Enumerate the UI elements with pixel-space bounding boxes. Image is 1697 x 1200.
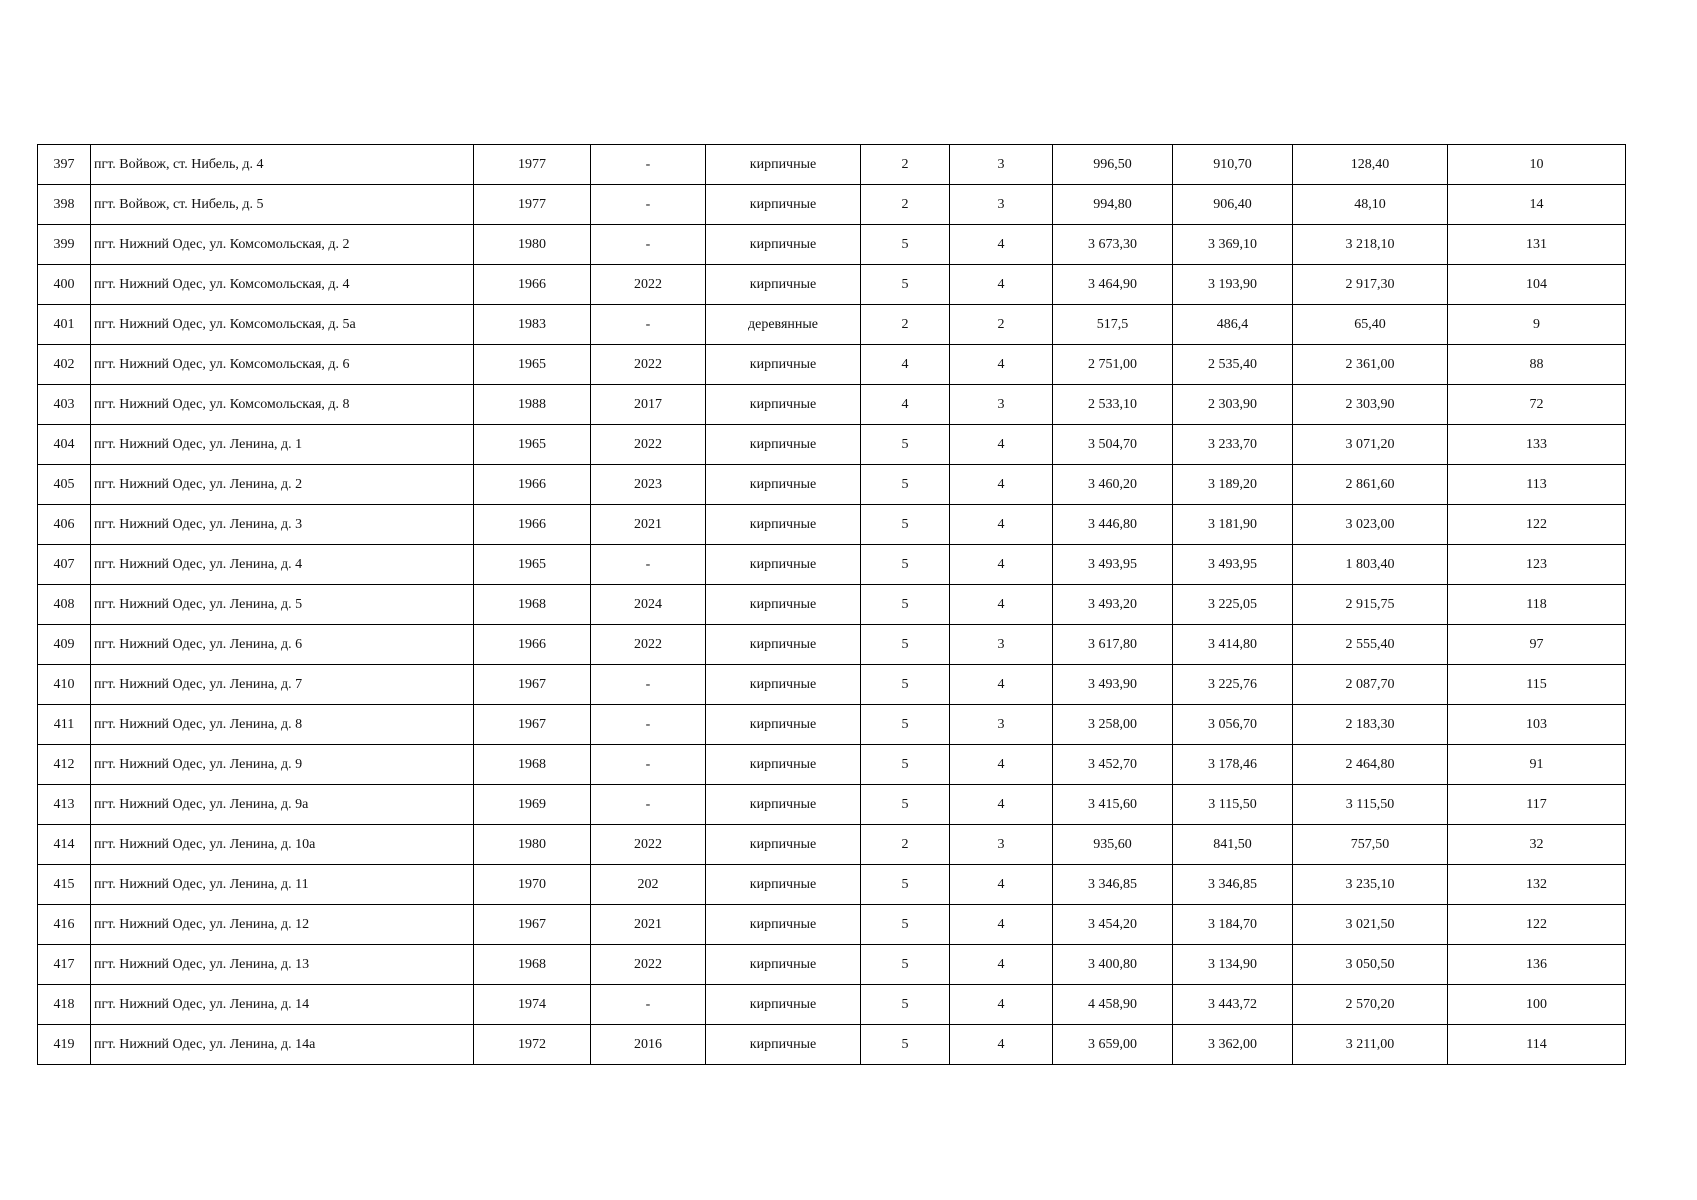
address-cell: пгт. Нижний Одес, ул. Ленина, д. 12	[91, 905, 474, 945]
row-number-cell: 414	[38, 825, 91, 865]
entrances-count-cell: 2	[950, 305, 1053, 345]
address-cell: пгт. Нижний Одес, ул. Ленина, д. 10а	[91, 825, 474, 865]
wall-material-cell: кирпичные	[706, 385, 861, 425]
total-area-cell: 3 446,80	[1053, 505, 1173, 545]
row-number-cell: 405	[38, 465, 91, 505]
entrances-count-cell: 3	[950, 705, 1053, 745]
floors-count-cell: 5	[861, 465, 950, 505]
residential-area-cell: 2 303,90	[1293, 385, 1448, 425]
residential-area-cell: 65,40	[1293, 305, 1448, 345]
address-cell: пгт. Нижний Одес, ул. Ленина, д. 7	[91, 665, 474, 705]
row-number-cell: 399	[38, 225, 91, 265]
year-built-cell: 1969	[474, 785, 591, 825]
table-row	[38, 185, 1626, 225]
year-built-cell: 1988	[474, 385, 591, 425]
residents-count-cell: 72	[1448, 385, 1626, 425]
wall-material-cell: кирпичные	[706, 425, 861, 465]
year-built-cell: 1967	[474, 705, 591, 745]
residents-count-cell: 104	[1448, 265, 1626, 305]
floors-count-cell: 5	[861, 265, 950, 305]
row-number-cell: 416	[38, 905, 91, 945]
living-area-cell: 2 303,90	[1173, 385, 1293, 425]
table-row	[38, 785, 1626, 825]
living-area-cell: 3 225,76	[1173, 665, 1293, 705]
floors-count-cell: 4	[861, 345, 950, 385]
renovation-year-cell: 2022	[591, 945, 706, 985]
floors-count-cell: 5	[861, 785, 950, 825]
wall-material-cell: кирпичные	[706, 865, 861, 905]
row-number-cell: 413	[38, 785, 91, 825]
table-row	[38, 425, 1626, 465]
entrances-count-cell: 3	[950, 145, 1053, 185]
residents-count-cell: 136	[1448, 945, 1626, 985]
floors-count-cell: 2	[861, 185, 950, 225]
living-area-cell: 486,4	[1173, 305, 1293, 345]
address-cell: пгт. Нижний Одес, ул. Ленина, д. 14а	[91, 1025, 474, 1065]
row-number-cell: 403	[38, 385, 91, 425]
total-area-cell: 935,60	[1053, 825, 1173, 865]
wall-material-cell: кирпичные	[706, 785, 861, 825]
address-cell: пгт. Нижний Одес, ул. Ленина, д. 14	[91, 985, 474, 1025]
table-row	[38, 945, 1626, 985]
wall-material-cell: кирпичные	[706, 265, 861, 305]
row-number-cell: 397	[38, 145, 91, 185]
address-cell: пгт. Нижний Одес, ул. Комсомольская, д. 6	[91, 345, 474, 385]
residents-count-cell: 113	[1448, 465, 1626, 505]
row-number-cell: 408	[38, 585, 91, 625]
wall-material-cell: кирпичные	[706, 185, 861, 225]
total-area-cell: 994,80	[1053, 185, 1173, 225]
residential-area-cell: 3 050,50	[1293, 945, 1448, 985]
floors-count-cell: 2	[861, 305, 950, 345]
residents-count-cell: 9	[1448, 305, 1626, 345]
floors-count-cell: 5	[861, 985, 950, 1025]
renovation-year-cell: 2021	[591, 505, 706, 545]
residents-count-cell: 132	[1448, 865, 1626, 905]
wall-material-cell: кирпичные	[706, 145, 861, 185]
floors-count-cell: 2	[861, 145, 950, 185]
residents-count-cell: 123	[1448, 545, 1626, 585]
floors-count-cell: 5	[861, 505, 950, 545]
wall-material-cell: кирпичные	[706, 825, 861, 865]
residential-area-cell: 3 071,20	[1293, 425, 1448, 465]
residents-count-cell: 122	[1448, 505, 1626, 545]
living-area-cell: 841,50	[1173, 825, 1293, 865]
address-cell: пгт. Нижний Одес, ул. Ленина, д. 9а	[91, 785, 474, 825]
year-built-cell: 1972	[474, 1025, 591, 1065]
residents-count-cell: 114	[1448, 1025, 1626, 1065]
row-number-cell: 418	[38, 985, 91, 1025]
entrances-count-cell: 3	[950, 385, 1053, 425]
living-area-cell: 3 056,70	[1173, 705, 1293, 745]
floors-count-cell: 4	[861, 385, 950, 425]
renovation-year-cell: 2016	[591, 1025, 706, 1065]
wall-material-cell: кирпичные	[706, 1025, 861, 1065]
residents-count-cell: 91	[1448, 745, 1626, 785]
residential-area-cell: 2 917,30	[1293, 265, 1448, 305]
entrances-count-cell: 4	[950, 1025, 1053, 1065]
address-cell: пгт. Нижний Одес, ул. Ленина, д. 4	[91, 545, 474, 585]
renovation-year-cell: 2021	[591, 905, 706, 945]
year-built-cell: 1968	[474, 745, 591, 785]
row-number-cell: 419	[38, 1025, 91, 1065]
row-number-cell: 412	[38, 745, 91, 785]
table-row	[38, 705, 1626, 745]
renovation-year-cell: 2022	[591, 265, 706, 305]
residential-area-cell: 3 235,10	[1293, 865, 1448, 905]
row-number-cell: 417	[38, 945, 91, 985]
entrances-count-cell: 4	[950, 865, 1053, 905]
year-built-cell: 1966	[474, 625, 591, 665]
floors-count-cell: 5	[861, 945, 950, 985]
total-area-cell: 3 493,95	[1053, 545, 1173, 585]
wall-material-cell: деревянные	[706, 305, 861, 345]
floors-count-cell: 5	[861, 545, 950, 585]
renovation-year-cell: 202	[591, 865, 706, 905]
table-row	[38, 865, 1626, 905]
living-area-cell: 3 189,20	[1173, 465, 1293, 505]
floors-count-cell: 5	[861, 865, 950, 905]
housing-register-table	[37, 144, 1626, 1065]
address-cell: пгт. Нижний Одес, ул. Ленина, д. 1	[91, 425, 474, 465]
table-row	[38, 345, 1626, 385]
entrances-count-cell: 4	[950, 945, 1053, 985]
address-cell: пгт. Нижний Одес, ул. Ленина, д. 8	[91, 705, 474, 745]
floors-count-cell: 5	[861, 425, 950, 465]
entrances-count-cell: 4	[950, 425, 1053, 465]
address-cell: пгт. Нижний Одес, ул. Ленина, д. 2	[91, 465, 474, 505]
year-built-cell: 1980	[474, 225, 591, 265]
living-area-cell: 3 414,80	[1173, 625, 1293, 665]
living-area-cell: 3 362,00	[1173, 1025, 1293, 1065]
residents-count-cell: 97	[1448, 625, 1626, 665]
renovation-year-cell: -	[591, 185, 706, 225]
residents-count-cell: 88	[1448, 345, 1626, 385]
address-cell: пгт. Нижний Одес, ул. Ленина, д. 5	[91, 585, 474, 625]
residential-area-cell: 3 023,00	[1293, 505, 1448, 545]
residential-area-cell: 3 211,00	[1293, 1025, 1448, 1065]
address-cell: пгт. Нижний Одес, ул. Комсомольская, д. 5а	[91, 305, 474, 345]
table-row	[38, 745, 1626, 785]
living-area-cell: 3 115,50	[1173, 785, 1293, 825]
row-number-cell: 401	[38, 305, 91, 345]
row-number-cell: 415	[38, 865, 91, 905]
total-area-cell: 3 452,70	[1053, 745, 1173, 785]
residential-area-cell: 48,10	[1293, 185, 1448, 225]
floors-count-cell: 2	[861, 825, 950, 865]
renovation-year-cell: 2022	[591, 425, 706, 465]
living-area-cell: 3 443,72	[1173, 985, 1293, 1025]
residents-count-cell: 100	[1448, 985, 1626, 1025]
entrances-count-cell: 3	[950, 185, 1053, 225]
table-row	[38, 385, 1626, 425]
renovation-year-cell: -	[591, 545, 706, 585]
table-row	[38, 585, 1626, 625]
row-number-cell: 400	[38, 265, 91, 305]
residential-area-cell: 2 555,40	[1293, 625, 1448, 665]
renovation-year-cell: -	[591, 305, 706, 345]
living-area-cell: 3 346,85	[1173, 865, 1293, 905]
entrances-count-cell: 3	[950, 825, 1053, 865]
table-row	[38, 305, 1626, 345]
row-number-cell: 410	[38, 665, 91, 705]
total-area-cell: 3 617,80	[1053, 625, 1173, 665]
total-area-cell: 517,5	[1053, 305, 1173, 345]
year-built-cell: 1965	[474, 345, 591, 385]
year-built-cell: 1977	[474, 185, 591, 225]
living-area-cell: 3 493,95	[1173, 545, 1293, 585]
total-area-cell: 3 464,90	[1053, 265, 1173, 305]
floors-count-cell: 5	[861, 225, 950, 265]
residents-count-cell: 131	[1448, 225, 1626, 265]
renovation-year-cell: 2017	[591, 385, 706, 425]
residential-area-cell: 3 218,10	[1293, 225, 1448, 265]
living-area-cell: 2 535,40	[1173, 345, 1293, 385]
year-built-cell: 1965	[474, 545, 591, 585]
residents-count-cell: 14	[1448, 185, 1626, 225]
residential-area-cell: 1 803,40	[1293, 545, 1448, 585]
renovation-year-cell: -	[591, 745, 706, 785]
total-area-cell: 3 346,85	[1053, 865, 1173, 905]
residential-area-cell: 3 021,50	[1293, 905, 1448, 945]
total-area-cell: 3 504,70	[1053, 425, 1173, 465]
residents-count-cell: 115	[1448, 665, 1626, 705]
total-area-cell: 3 493,90	[1053, 665, 1173, 705]
table-row	[38, 985, 1626, 1025]
row-number-cell: 406	[38, 505, 91, 545]
wall-material-cell: кирпичные	[706, 585, 861, 625]
wall-material-cell: кирпичные	[706, 905, 861, 945]
year-built-cell: 1967	[474, 665, 591, 705]
residents-count-cell: 117	[1448, 785, 1626, 825]
living-area-cell: 910,70	[1173, 145, 1293, 185]
residents-count-cell: 10	[1448, 145, 1626, 185]
table-row	[38, 225, 1626, 265]
address-cell: пгт. Нижний Одес, ул. Комсомольская, д. 4	[91, 265, 474, 305]
year-built-cell: 1974	[474, 985, 591, 1025]
entrances-count-cell: 4	[950, 345, 1053, 385]
living-area-cell: 3 181,90	[1173, 505, 1293, 545]
address-cell: пгт. Войвож, ст. Нибель, д. 5	[91, 185, 474, 225]
floors-count-cell: 5	[861, 705, 950, 745]
living-area-cell: 3 369,10	[1173, 225, 1293, 265]
year-built-cell: 1966	[474, 265, 591, 305]
wall-material-cell: кирпичные	[706, 545, 861, 585]
wall-material-cell: кирпичные	[706, 985, 861, 1025]
living-area-cell: 3 225,05	[1173, 585, 1293, 625]
wall-material-cell: кирпичные	[706, 465, 861, 505]
renovation-year-cell: -	[591, 985, 706, 1025]
year-built-cell: 1983	[474, 305, 591, 345]
wall-material-cell: кирпичные	[706, 745, 861, 785]
entrances-count-cell: 4	[950, 465, 1053, 505]
entrances-count-cell: 4	[950, 665, 1053, 705]
total-area-cell: 2 533,10	[1053, 385, 1173, 425]
renovation-year-cell: 2022	[591, 345, 706, 385]
residential-area-cell: 3 115,50	[1293, 785, 1448, 825]
row-number-cell: 398	[38, 185, 91, 225]
total-area-cell: 3 460,20	[1053, 465, 1173, 505]
renovation-year-cell: 2024	[591, 585, 706, 625]
residents-count-cell: 32	[1448, 825, 1626, 865]
table-body	[38, 145, 1626, 1065]
residential-area-cell: 2 361,00	[1293, 345, 1448, 385]
year-built-cell: 1977	[474, 145, 591, 185]
wall-material-cell: кирпичные	[706, 705, 861, 745]
renovation-year-cell: 2022	[591, 625, 706, 665]
row-number-cell: 407	[38, 545, 91, 585]
year-built-cell: 1968	[474, 585, 591, 625]
total-area-cell: 3 673,30	[1053, 225, 1173, 265]
residents-count-cell: 118	[1448, 585, 1626, 625]
wall-material-cell: кирпичные	[706, 505, 861, 545]
entrances-count-cell: 4	[950, 745, 1053, 785]
wall-material-cell: кирпичные	[706, 945, 861, 985]
living-area-cell: 3 184,70	[1173, 905, 1293, 945]
table-row	[38, 905, 1626, 945]
row-number-cell: 409	[38, 625, 91, 665]
total-area-cell: 3 415,60	[1053, 785, 1173, 825]
year-built-cell: 1966	[474, 465, 591, 505]
residential-area-cell: 757,50	[1293, 825, 1448, 865]
year-built-cell: 1968	[474, 945, 591, 985]
floors-count-cell: 5	[861, 745, 950, 785]
renovation-year-cell: -	[591, 225, 706, 265]
residential-area-cell: 2 570,20	[1293, 985, 1448, 1025]
address-cell: пгт. Нижний Одес, ул. Ленина, д. 13	[91, 945, 474, 985]
year-built-cell: 1966	[474, 505, 591, 545]
address-cell: пгт. Нижний Одес, ул. Ленина, д. 9	[91, 745, 474, 785]
table-row	[38, 465, 1626, 505]
entrances-count-cell: 4	[950, 265, 1053, 305]
total-area-cell: 996,50	[1053, 145, 1173, 185]
entrances-count-cell: 4	[950, 225, 1053, 265]
living-area-cell: 906,40	[1173, 185, 1293, 225]
year-built-cell: 1980	[474, 825, 591, 865]
residents-count-cell: 133	[1448, 425, 1626, 465]
total-area-cell: 3 400,80	[1053, 945, 1173, 985]
wall-material-cell: кирпичные	[706, 345, 861, 385]
floors-count-cell: 5	[861, 905, 950, 945]
residential-area-cell: 2 183,30	[1293, 705, 1448, 745]
entrances-count-cell: 4	[950, 905, 1053, 945]
year-built-cell: 1970	[474, 865, 591, 905]
row-number-cell: 404	[38, 425, 91, 465]
address-cell: пгт. Войвож, ст. Нибель, д. 4	[91, 145, 474, 185]
table-row	[38, 1025, 1626, 1065]
row-number-cell: 411	[38, 705, 91, 745]
address-cell: пгт. Нижний Одес, ул. Комсомольская, д. 8	[91, 385, 474, 425]
table-row	[38, 665, 1626, 705]
residential-area-cell: 128,40	[1293, 145, 1448, 185]
residents-count-cell: 122	[1448, 905, 1626, 945]
table-row	[38, 625, 1626, 665]
table-row	[38, 505, 1626, 545]
living-area-cell: 3 178,46	[1173, 745, 1293, 785]
address-cell: пгт. Нижний Одес, ул. Ленина, д. 11	[91, 865, 474, 905]
total-area-cell: 4 458,90	[1053, 985, 1173, 1025]
residential-area-cell: 2 915,75	[1293, 585, 1448, 625]
entrances-count-cell: 3	[950, 625, 1053, 665]
year-built-cell: 1967	[474, 905, 591, 945]
total-area-cell: 3 454,20	[1053, 905, 1173, 945]
table-row	[38, 825, 1626, 865]
residential-area-cell: 2 861,60	[1293, 465, 1448, 505]
floors-count-cell: 5	[861, 665, 950, 705]
renovation-year-cell: -	[591, 785, 706, 825]
total-area-cell: 3 258,00	[1053, 705, 1173, 745]
table-row	[38, 265, 1626, 305]
table-row	[38, 545, 1626, 585]
entrances-count-cell: 4	[950, 505, 1053, 545]
entrances-count-cell: 4	[950, 985, 1053, 1025]
entrances-count-cell: 4	[950, 785, 1053, 825]
residents-count-cell: 103	[1448, 705, 1626, 745]
floors-count-cell: 5	[861, 1025, 950, 1065]
floors-count-cell: 5	[861, 625, 950, 665]
renovation-year-cell: -	[591, 145, 706, 185]
total-area-cell: 3 659,00	[1053, 1025, 1173, 1065]
row-number-cell: 402	[38, 345, 91, 385]
entrances-count-cell: 4	[950, 585, 1053, 625]
renovation-year-cell: 2023	[591, 465, 706, 505]
residential-area-cell: 2 464,80	[1293, 745, 1448, 785]
residential-area-cell: 2 087,70	[1293, 665, 1448, 705]
address-cell: пгт. Нижний Одес, ул. Ленина, д. 6	[91, 625, 474, 665]
wall-material-cell: кирпичные	[706, 625, 861, 665]
table-row	[38, 145, 1626, 185]
address-cell: пгт. Нижний Одес, ул. Ленина, д. 3	[91, 505, 474, 545]
total-area-cell: 3 493,20	[1053, 585, 1173, 625]
year-built-cell: 1965	[474, 425, 591, 465]
renovation-year-cell: -	[591, 705, 706, 745]
renovation-year-cell: 2022	[591, 825, 706, 865]
floors-count-cell: 5	[861, 585, 950, 625]
entrances-count-cell: 4	[950, 545, 1053, 585]
living-area-cell: 3 233,70	[1173, 425, 1293, 465]
renovation-year-cell: -	[591, 665, 706, 705]
living-area-cell: 3 134,90	[1173, 945, 1293, 985]
address-cell: пгт. Нижний Одес, ул. Комсомольская, д. 2	[91, 225, 474, 265]
wall-material-cell: кирпичные	[706, 665, 861, 705]
wall-material-cell: кирпичные	[706, 225, 861, 265]
total-area-cell: 2 751,00	[1053, 345, 1173, 385]
living-area-cell: 3 193,90	[1173, 265, 1293, 305]
